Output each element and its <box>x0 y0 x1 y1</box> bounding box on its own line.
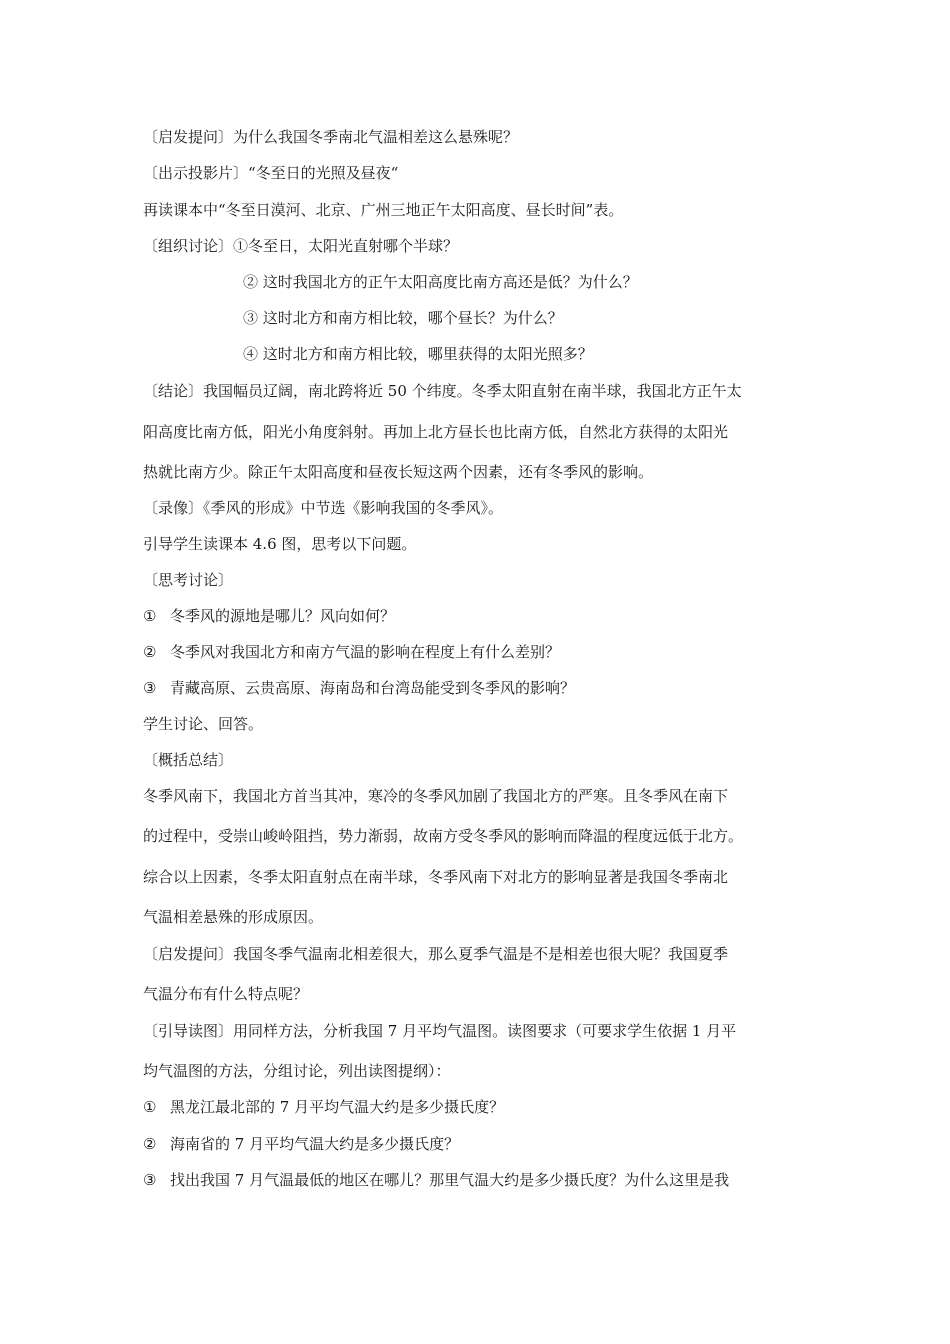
numbered-item <box>143 642 560 662</box>
paragraph-line: 〔组织讨论〕①冬至日，太阳光直射哪个半球？ <box>143 237 459 255</box>
discussion-item: ④ 这时北方和南方相比较，哪里获得的太阳光照多？ <box>243 345 593 363</box>
paragraph-line: 〔启发提问〕为什么我国冬季南北气温相差这么悬殊呢？ <box>143 128 519 146</box>
paragraph-line: 热就比南方少。除正午太阳高度和昼夜长短这两个因素，还有冬季风的影响。 <box>143 463 654 481</box>
paragraph-line: 均气温图的方法，分组讨论，列出读图提纲）： <box>143 1062 451 1080</box>
item-text: 黑龙江最北部的 7 月平均气温大约是多少摄氏度？ <box>170 1098 505 1116</box>
paragraph-line: 阳高度比南方低，阳光小角度斜射。再加上北方昼长也比南方低，自然北方获得的太阳光 <box>143 423 729 441</box>
paragraph-line: 〔启发提问〕我国冬季气温南北相差很大，那么夏季气温是不是相差也很大呢？我国夏季 <box>143 945 729 963</box>
discussion-item: ③ 这时北方和南方相比较，哪个昼长？为什么？ <box>243 309 563 327</box>
paragraph-line: 引导学生读课本 4.6 图，思考以下问题。 <box>143 535 417 553</box>
numbered-item <box>143 1170 729 1190</box>
numbered-item <box>143 1134 459 1154</box>
paragraph-line: 〔引导读图〕用同样方法，分析我国 7 月平均气温图。读图要求（可要求学生依据 1 月平 <box>143 1022 737 1040</box>
paragraph-line: 综合以上因素，冬季太阳直射点在南半球，冬季风南下对北方的影响显著是我国冬季南北 <box>143 868 729 886</box>
item-text: 海南省的 7 月平均气温大约是多少摄氏度？ <box>170 1135 460 1153</box>
item-number: ② <box>143 643 157 661</box>
item-number: ③ <box>143 679 157 697</box>
paragraph-line: 气温分布有什么特点呢？ <box>143 985 309 1003</box>
paragraph-line: 再读课本中“冬至日漠河、北京、广州三地正午太阳高度、昼长时间”表。 <box>143 201 624 219</box>
paragraph-line: 〔录像〕《季风的形成》中节选《影响我国的冬季风》。 <box>143 499 504 517</box>
numbered-item <box>143 678 575 698</box>
paragraph-line: 冬季风南下，我国北方首当其冲，寒冷的冬季风加剧了我国北方的严寒。且冬季风在南下 <box>143 787 729 805</box>
paragraph-line: 学生讨论、回答。 <box>143 715 264 733</box>
discussion-item: ② 这时我国北方的正午太阳高度比南方高还是低？为什么？ <box>243 273 638 291</box>
item-text: 冬季风的源地是哪儿？风向如何？ <box>170 607 396 625</box>
paragraph-line: 〔出示投影片〕“冬至日的光照及昼夜“ <box>143 164 399 182</box>
numbered-item <box>143 1097 504 1117</box>
item-number: ① <box>143 1098 157 1116</box>
paragraph-line: 〔概括总结〕 <box>143 751 234 769</box>
paragraph-line: 的过程中，受崇山峻岭阻挡，势力渐弱，故南方受冬季风的影响而降温的程度远低于北方。 <box>143 827 744 845</box>
item-number: ① <box>143 607 157 625</box>
item-number: ③ <box>143 1171 157 1189</box>
paragraph-line: 〔结论〕我国幅员辽阔，南北跨将近 50 个纬度。冬季太阳直射在南半球，我国北方正午太 <box>143 382 742 400</box>
paragraph-line: 〔思考讨论〕 <box>143 571 234 589</box>
paragraph-line: 气温相差悬殊的形成原因。 <box>143 908 324 926</box>
item-text: 找出我国 7 月气温最低的地区在哪儿？那里气温大约是多少摄氏度？为什么这里是我 <box>170 1171 730 1189</box>
item-number: ② <box>143 1135 157 1153</box>
item-text: 冬季风对我国北方和南方气温的影响在程度上有什么差别？ <box>170 643 561 661</box>
numbered-item <box>143 606 395 626</box>
item-text: 青藏高原、云贵高原、海南岛和台湾岛能受到冬季风的影响？ <box>170 679 576 697</box>
